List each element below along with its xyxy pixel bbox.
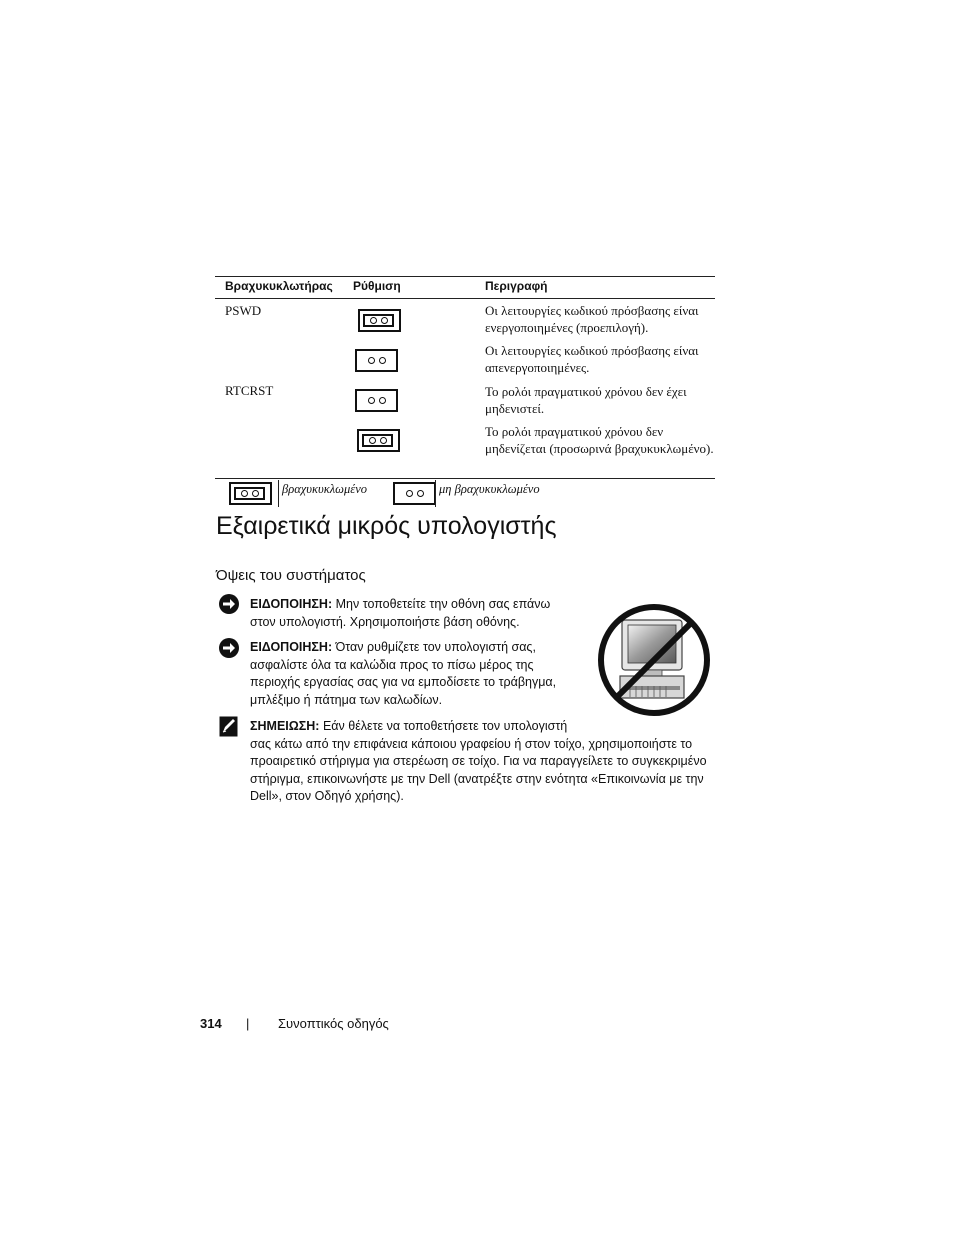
notice-text: στον υπολογιστή. Χρησιμοποιήστε βάση οθόνης. [250, 614, 520, 629]
legend-shorted-label: βραχυκυκλωμένο [282, 482, 367, 496]
header-setting: Ρύθμιση [353, 279, 401, 293]
table-header-rule [215, 298, 715, 299]
notice-text: Όταν ρυθμίζετε τον υπολογιστή σας, [335, 640, 536, 654]
notice-text: μπλέξιμο ή πάτημα των καλωδίων. [250, 692, 443, 707]
table-bottom-rule [215, 478, 715, 479]
row-jumper-name: PSWD [225, 303, 262, 318]
notice-block [250, 639, 556, 709]
note-text: Dell», στον Οδηγό χρήσης). [250, 789, 404, 803]
section-title: Εξαιρετικά μικρός υπολογιστής [216, 512, 557, 540]
note-text: στήριγμα, επικοινωνήστε με την Dell (ανατρέξτε στην ενότητα «Επικοινωνία με την [250, 771, 704, 786]
no-monitor-on-computer-icon [596, 602, 712, 718]
note-label: ΣΗΜΕΙΩΣΗ: [250, 719, 320, 733]
row-description: Οι λειτουργίες κωδικού πρόσβασης είναι απενεργοποιημένες. [485, 343, 699, 375]
notice-label: ΕΙΔΟΠΟΙΗΣΗ: [250, 597, 333, 611]
notice-text: Μην τοποθετείτε την οθόνη σας επάνω [335, 597, 551, 611]
notice-block [250, 596, 550, 631]
page-number: 314 [200, 1016, 222, 1031]
section-subtitle: Όψεις του συστήματος [216, 567, 366, 584]
jumper-shorted-icon [357, 429, 400, 452]
legend-shorted-icon [229, 482, 272, 505]
table-top-rule [215, 276, 715, 277]
note-text: προαιρετικό στήριγμα για στερέωση σε τοίχο. Για να παραγγείλετε το συγκεκριμένο [250, 754, 707, 768]
legend-open-label: μη βραχυκυκλωμένο [439, 482, 540, 496]
notice-label: ΕΙΔΟΠΟΙΗΣΗ: [250, 640, 333, 654]
header-jumper: Βραχυκυκλωτήρας [225, 279, 333, 293]
legend-divider [435, 480, 436, 507]
header-description: Περιγραφή [485, 279, 548, 293]
footer-doc-title: Συνοπτικός οδηγός [278, 1016, 389, 1031]
note-text: σας κάτω από την επιφάνεια κάποιου γραφείου ή στον τοίχο, χρησιμοποιήστε το [250, 736, 693, 751]
notice-icon [219, 594, 239, 614]
row-description: Το ρολόι πραγματικού χρόνου δεν έχει μηδενιστεί. [485, 384, 687, 416]
notice-text: ασφαλίστε όλα τα καλώδια προς το πίσω μέρος της [250, 657, 534, 672]
legend-open-icon [393, 482, 436, 505]
note-block [250, 718, 707, 806]
note-pencil-icon [219, 716, 238, 737]
jumper-open-icon [355, 349, 398, 372]
footer-separator: | [246, 1016, 250, 1031]
row-description: Οι λειτουργίες κωδικού πρόσβασης είναι ενεργοποιημένες (προεπιλογή). [485, 303, 699, 335]
jumper-shorted-icon [358, 309, 401, 332]
legend-divider [278, 480, 279, 507]
row-jumper-name: RTCRST [225, 383, 274, 398]
jumper-open-icon [355, 389, 398, 412]
notice-icon [219, 638, 239, 658]
notice-text: περιοχής εργασίας σας για να εμποδίσετε το τράβηγμα, [250, 675, 557, 689]
note-text: Εάν θέλετε να τοποθετήσετε τον υπολογιστή [322, 719, 568, 733]
row-description: Το ρολόι πραγματικού χρόνου δεν μηδενίζεται (προσωρινά βραχυκυκλωμένο). [485, 424, 714, 456]
